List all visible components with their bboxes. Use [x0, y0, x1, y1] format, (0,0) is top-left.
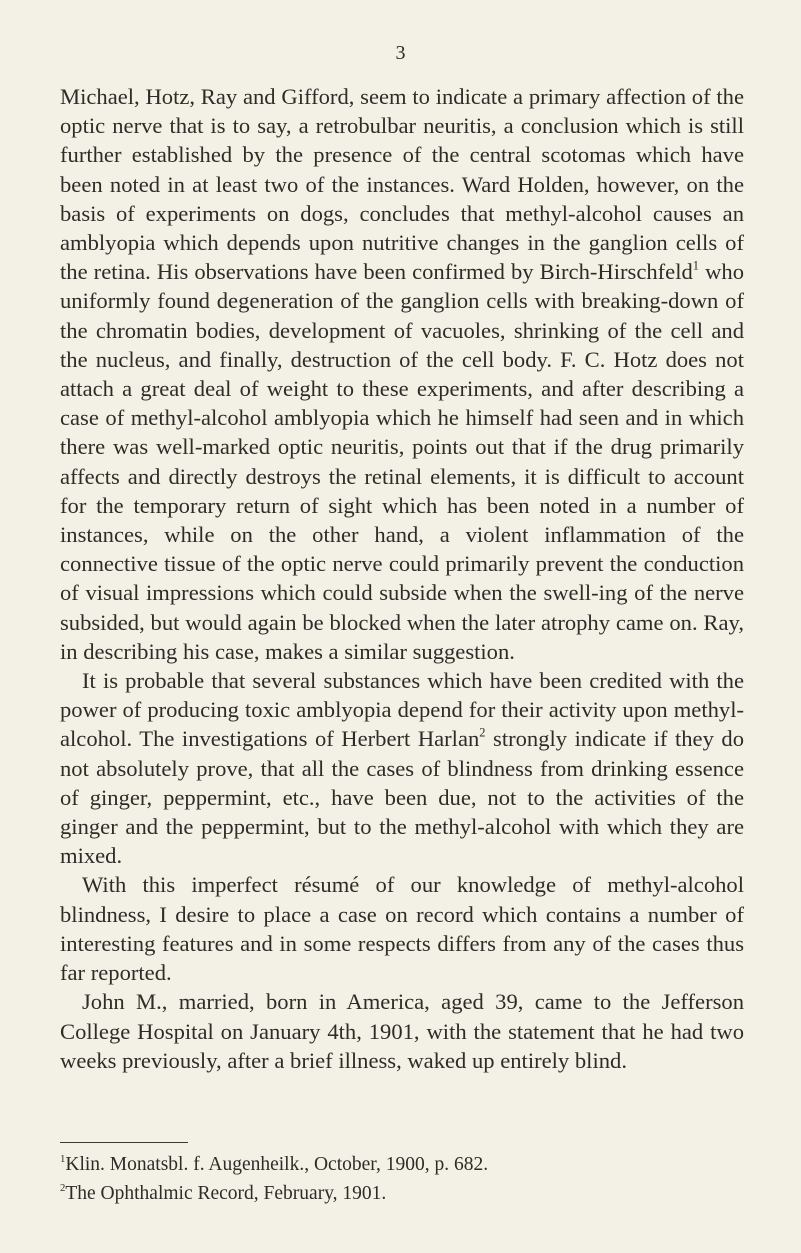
paragraph-3	[60, 870, 744, 987]
footnote-1	[60, 1150, 744, 1179]
body-text	[60, 82, 744, 1075]
footnote-text: Klin. Monatsbl. f. Augenheilk., October, 1900, p. 682.	[65, 1154, 489, 1175]
paragraph-text: Michael, Hotz, Ray and Gifford, seem to indicate a primary affection of the optic nerve that is to say, a retrobulbar neuritis, a conclusion which is still further established by the presence of the central scotomas which have been noted in at least two of the instances. Ward Holden, however, on the basis of experiments on dogs, concludes that methyl-alcohol causes an amblyopia which depends upon nutritive changes in the ganglion cells of the retina. His observations have been confirmed by Birch-Hirschfeld	[60, 84, 744, 285]
footnote-2	[60, 1179, 744, 1208]
paragraph-text: who uniformly found degeneration of the ganglion cells with breaking-down of the chromatin bodies, development of vacuoles, shrinking of the cell and the nucleus, and finally, destruction of the cell body. F. C. Hotz does not attach a great deal of weight to these experiments, and after describing a case of methyl-alcohol amblyopia which he himself had seen and in which there was well-marked optic neuritis, points out that if the drug primarily affects and directly destroys the retinal elements, it is difficult to account for the temporary return of sight which has been noted in a number of instances, while on the other hand, a violent inflammation of the connective tissue of the optic nerve could primarily prevent the conduction of visual impressions which could subside when the swell-ing of the nerve subsided, but would again be blocked when the later atrophy came on. Ray, in describing his case, makes a similar suggestion.	[60, 259, 744, 664]
footnote-ref-1: 1	[692, 258, 699, 273]
footnote-number: 2	[60, 1181, 66, 1194]
footnote-divider	[60, 1142, 188, 1143]
footnote-number: 1	[60, 1152, 66, 1165]
paragraph-2	[60, 666, 744, 870]
footnotes	[60, 1150, 744, 1208]
paragraph-text: It is probable that several substances which have been credited with the power of producing toxic amblyopia depend for their activity upon methyl-alcohol. The investigations of Herbert Harlan	[60, 668, 744, 752]
footnote-text: The Ophthalmic Record, February, 1901.	[65, 1183, 387, 1204]
paragraph-text: With this imperfect résumé of our knowledge of methyl-alcohol blindness, I desire to place a case on record which contains a number of interesting features and in some respects differs from any of the cases thus far reported.	[60, 872, 744, 986]
paragraph-1	[60, 82, 744, 666]
paragraph-text: John M., married, born in America, aged 39, came to the Jefferson College Hospital on January 4th, 1901, with the statement that he had two weeks previously, after a brief illness, waked up entirely blind.	[60, 989, 744, 1073]
paragraph-text: strongly indicate if they do not absolutely prove, that all the cases of blindness from drinking essence of ginger, peppermint, etc., have been due, not to the activities of the ginger and the peppermint, but to the methyl-alcohol with which they are mixed.	[60, 726, 744, 869]
paragraph-4	[60, 987, 744, 1075]
page-number: 3	[395, 42, 406, 64]
footnote-ref-2: 2	[479, 726, 486, 741]
